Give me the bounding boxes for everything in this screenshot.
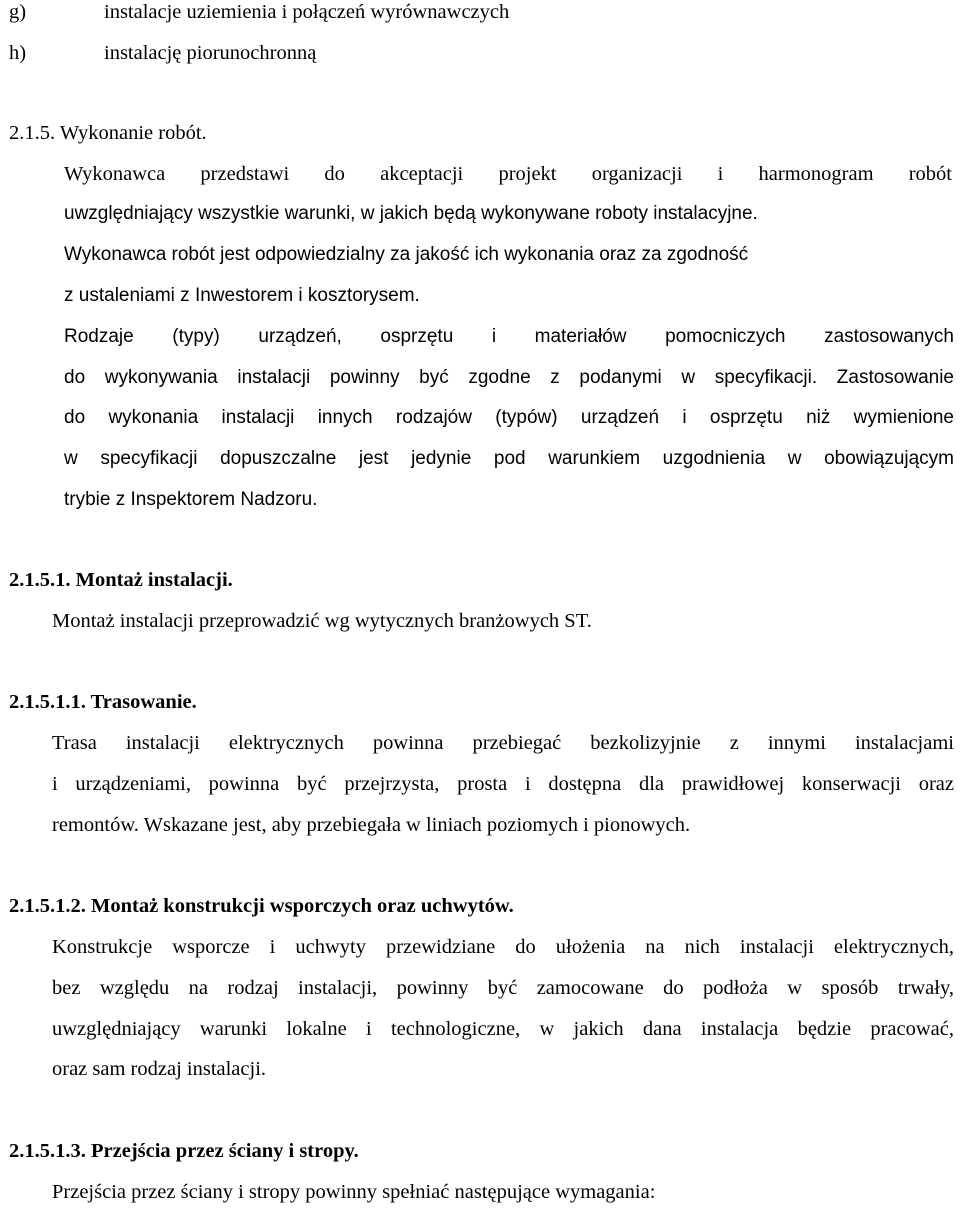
section-heading-2-1-5-1-3: 2.1.5.1.3. Przejścia przez ściany i stropy. bbox=[9, 1140, 359, 1162]
paragraph-line: Wykonawca robót jest odpowiedzialny za jakość ich wykonania oraz za zgodność bbox=[64, 244, 749, 265]
paragraph-line: oraz sam rodzaj instalacji. bbox=[52, 1058, 267, 1080]
section-heading-2-1-5: 2.1.5. Wykonanie robót. bbox=[9, 122, 207, 144]
list-item-g-text: instalacje uziemienia i połączeń wyrównawczych bbox=[104, 1, 510, 23]
section-heading-2-1-5-1-1: 2.1.5.1.1. Trasowanie. bbox=[9, 691, 197, 713]
list-item-h-letter: h) bbox=[9, 42, 27, 64]
paragraph-line: trybie z Inspektorem Nadzoru. bbox=[64, 489, 318, 510]
list-item-g-letter: g) bbox=[9, 1, 27, 23]
paragraph-line: bez względu na rodzaj instalacji, powinny być zamocowane do podłoża w sposób trwały, bbox=[52, 977, 954, 999]
paragraph-line: Wykonawca przedstawi do akceptacji projekt organizacji i harmonogram robót bbox=[64, 163, 952, 185]
paragraph-line: remontów. Wskazane jest, aby przebiegała w liniach poziomych i pionowych. bbox=[52, 814, 691, 836]
paragraph-line: Konstrukcje wsporcze i uchwyty przewidziane do ułożenia na nich instalacji elektrycznych, bbox=[52, 936, 954, 958]
paragraph-line: Rodzaje (typy) urządzeń, osprzętu i materiałów pomocniczych zastosowanych bbox=[64, 326, 954, 347]
paragraph-line: uwzględniający warunki lokalne i technologiczne, w jakich dana instalacja będzie pracować, bbox=[52, 1018, 954, 1040]
paragraph-line: Przejścia przez ściany i stropy powinny spełniać następujące wymagania: bbox=[52, 1181, 656, 1203]
section-heading-2-1-5-1: 2.1.5.1. Montaż instalacji. bbox=[9, 569, 233, 591]
paragraph-line: z ustaleniami z Inwestorem i kosztorysem. bbox=[64, 285, 420, 306]
list-item-h-text: instalację piorunochronną bbox=[104, 42, 317, 64]
paragraph-line: Trasa instalacji elektrycznych powinna przebiegać bezkolizyjnie z innymi instalacjami bbox=[52, 732, 954, 754]
section-heading-2-1-5-1-2: 2.1.5.1.2. Montaż konstrukcji wsporczych oraz uchwytów. bbox=[9, 895, 514, 917]
paragraph-line: uwzględniający wszystkie warunki, w jakich będą wykonywane roboty instalacyjne. bbox=[64, 203, 758, 224]
paragraph-line: do wykonywania instalacji powinny być zgodne z podanymi w specyfikacji. Zastosowanie bbox=[64, 367, 954, 388]
paragraph-line: w specyfikacji dopuszczalne jest jedynie pod warunkiem uzgodnienia w obowiązującym bbox=[64, 448, 954, 469]
paragraph-line: Montaż instalacji przeprowadzić wg wytycznych branżowych ST. bbox=[52, 610, 592, 632]
paragraph-line: do wykonania instalacji innych rodzajów (typów) urządzeń i osprzętu niż wymienione bbox=[64, 407, 954, 428]
paragraph-line: i urządzeniami, powinna być przejrzysta, prosta i dostępna dla prawidłowej konserwacji oraz bbox=[52, 773, 954, 795]
